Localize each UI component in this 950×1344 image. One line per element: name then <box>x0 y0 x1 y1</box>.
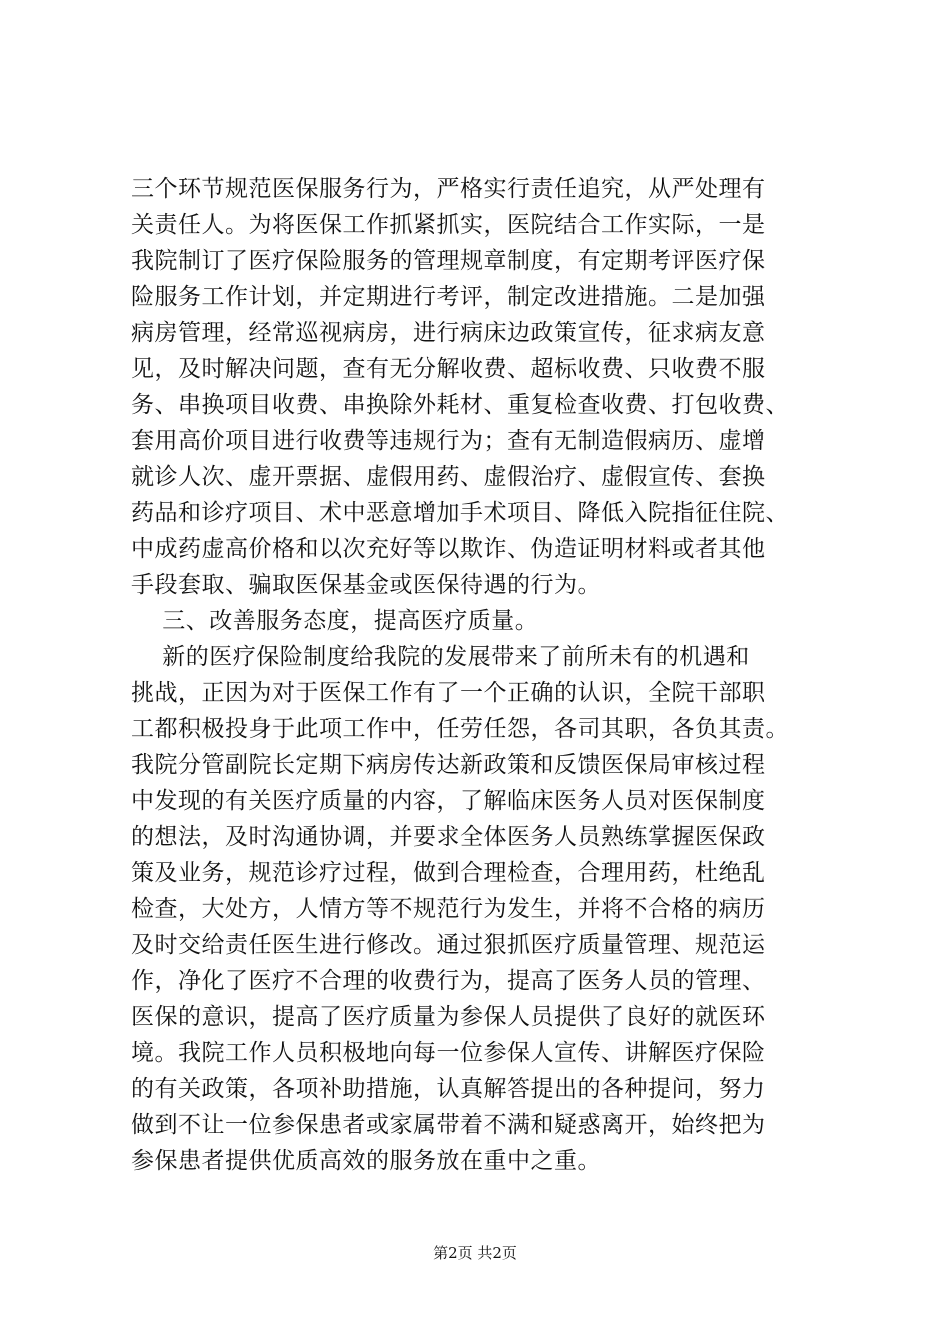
text-line: 参保患者提供优质高效的服务放在重中之重。 <box>131 1148 601 1174</box>
text-line: 中发现的有关医疗质量的内容，了解临床医务人员对医保制度 <box>131 788 766 814</box>
text-line: 做到不让一位参保患者或家属带着不满和疑惑离开，始终把为 <box>131 1112 766 1138</box>
page-footer: 第2页 共2页 <box>433 1244 517 1262</box>
text-line: 见，及时解决问题，查有无分解收费、超标收费、只收费不服 <box>131 356 766 382</box>
body-text <box>131 171 831 1179</box>
text-line: 我院分管副院长定期下病房传达新政策和反馈医保局审核过程 <box>131 752 766 778</box>
text-line: 医保的意识，提高了医疗质量为参保人员提供了良好的就医环 <box>131 1004 766 1030</box>
text-line: 务、串换项目收费、串换除外耗材、重复检查收费、打包收费、 <box>131 392 789 418</box>
text-line: 作，净化了医疗不合理的收费行为，提高了医务人员的管理、 <box>131 968 766 994</box>
text-line: 险服务工作计划，并定期进行考评，制定改进措施。二是加强 <box>131 284 766 310</box>
text-line: 药品和诊疗项目、术中恶意增加手术项目、降低入院指征住院、 <box>131 500 789 526</box>
text-line: 套用高价项目进行收费等违规行为；查有无制造假病历、虚增 <box>131 428 766 454</box>
text-line: 就诊人次、虚开票据、虚假用药、虚假治疗、虚假宣传、套换 <box>131 464 766 490</box>
text-line: 工都积极投身于此项工作中，任劳任怨，各司其职，各负其责。 <box>131 716 789 742</box>
text-line: 三、改善服务态度，提高医疗质量。 <box>131 608 539 634</box>
text-line: 中成药虚高价格和以次充好等以欺诈、伪造证明材料或者其他 <box>131 536 766 562</box>
text-line: 检查，大处方，人情方等不规范行为发生，并将不合格的病历 <box>131 896 766 922</box>
text-line: 的有关政策，各项补助措施，认真解答提出的各种提问，努力 <box>131 1076 766 1102</box>
text-line: 我院制订了医疗保险服务的管理规章制度，有定期考评医疗保 <box>131 248 766 274</box>
text-line: 病房管理，经常巡视病房，进行病床边政策宣传，征求病友意 <box>131 320 766 346</box>
text-line: 新的医疗保险制度给我院的发展带来了前所未有的机遇和 <box>131 644 750 670</box>
text-line: 策及业务，规范诊疗过程，做到合理检查，合理用药，杜绝乱 <box>131 860 766 886</box>
text-line: 手段套取、骗取医保基金或医保待遇的行为。 <box>131 572 601 598</box>
text-line: 三个环节规范医保服务行为，严格实行责任追究，从严处理有 <box>131 176 766 202</box>
text-line: 的想法，及时沟通协调，并要求全体医务人员熟练掌握医保政 <box>131 824 766 850</box>
text-line: 境。我院工作人员积极地向每一位参保人宣传、讲解医疗保险 <box>131 1040 766 1066</box>
text-line: 关责任人。为将医保工作抓紧抓实，医院结合工作实际，一是 <box>131 212 766 238</box>
text-line: 及时交给责任医生进行修改。通过狠抓医疗质量管理、规范运 <box>131 932 766 958</box>
text-line: 挑战，正因为对于医保工作有了一个正确的认识，全院干部职 <box>131 680 766 706</box>
